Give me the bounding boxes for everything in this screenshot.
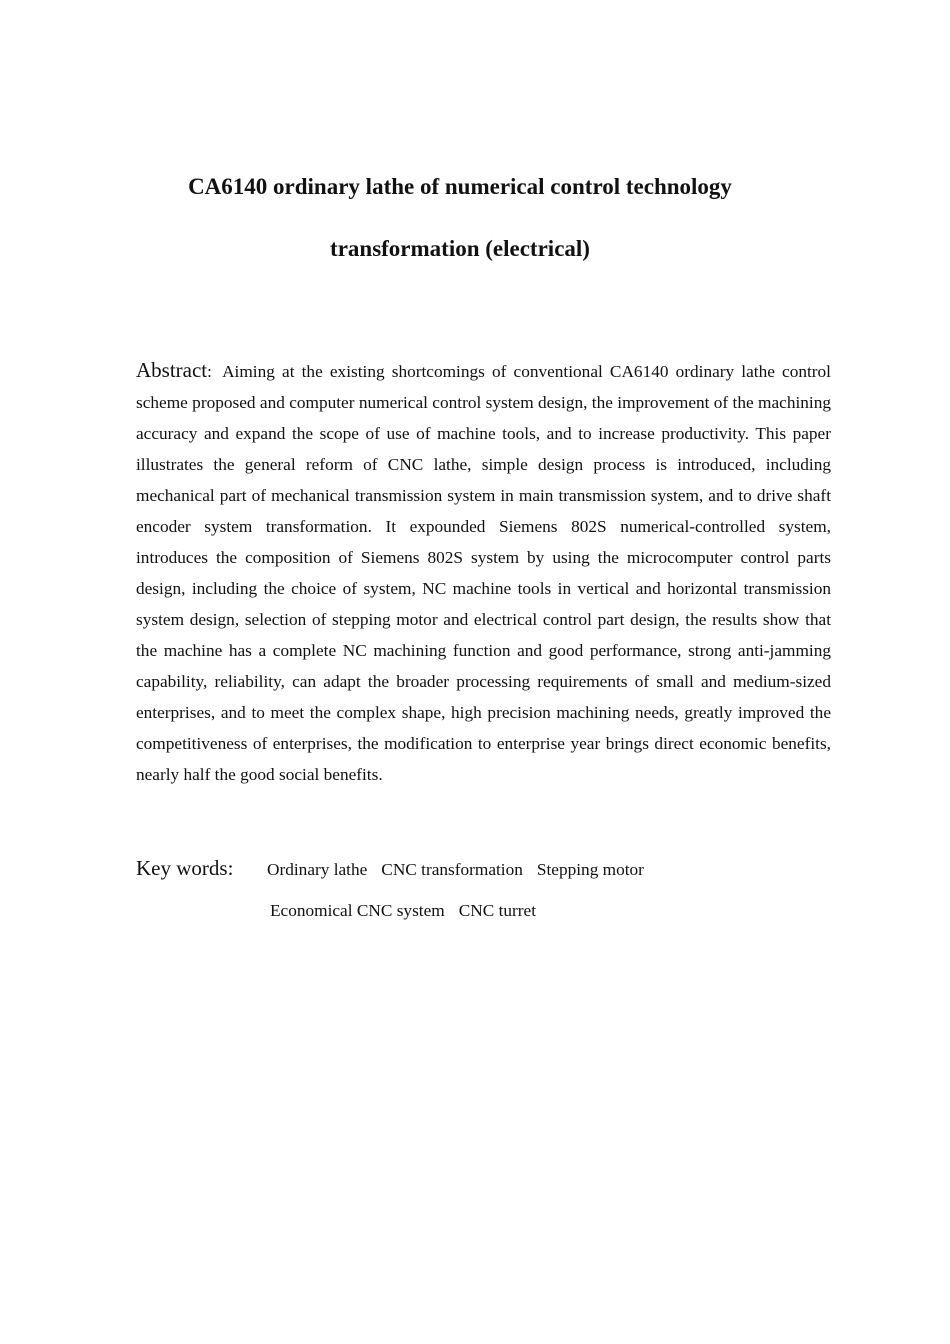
keywords-section	[136, 852, 836, 920]
abstract-text: Aiming at the existing shortcomings of conventional CA6140 ordinary lathe control scheme proposed and computer numerical control system design, the improvement of the machining accuracy and expand the scope of use of machine tools, and to increase productivity. This paper illustrates the general reform of CNC lathe, simple design process is introduced, including mechanical part of mechanical transmission system in main transmission system, and to drive shaft encoder system transformation. It expounded Siemens 802S numerical-controlled system, introduces the composition of Siemens 802S system by using the microcomputer control parts design, including the choice of system, NC machine tools in vertical and horizontal transmission system design, selection of stepping motor and electrical control part design, the results show that the machine has a complete NC machining function and good performance, strong anti-jamming capability, reliability, can adapt the broader processing requirements of small and medium-sized enterprises, and to meet the complex shape, high precision machining needs, greatly improved the competitiveness of enterprises, the modification to enterprise year brings direct economic benefits, nearly half the good social benefits.	[136, 362, 831, 784]
title-line-2: transformation (electrical)	[330, 236, 590, 261]
keyword-item: Ordinary lathe	[267, 860, 368, 879]
keywords-row-1	[136, 852, 836, 884]
keyword-item: Stepping motor	[536, 860, 644, 879]
title-line-1: CA6140 ordinary lathe of numerical control technology	[188, 174, 732, 199]
keywords-row-2	[270, 895, 550, 927]
abstract-separator: :	[207, 362, 212, 381]
abstract-paragraph	[136, 355, 831, 790]
keywords-label: Key words:	[136, 856, 234, 880]
keyword-item: CNC transformation	[381, 860, 523, 879]
abstract-label: Abstract	[136, 358, 208, 382]
keyword-item: Economical CNC system	[270, 901, 445, 920]
keyword-item: CNC turret	[458, 901, 536, 920]
